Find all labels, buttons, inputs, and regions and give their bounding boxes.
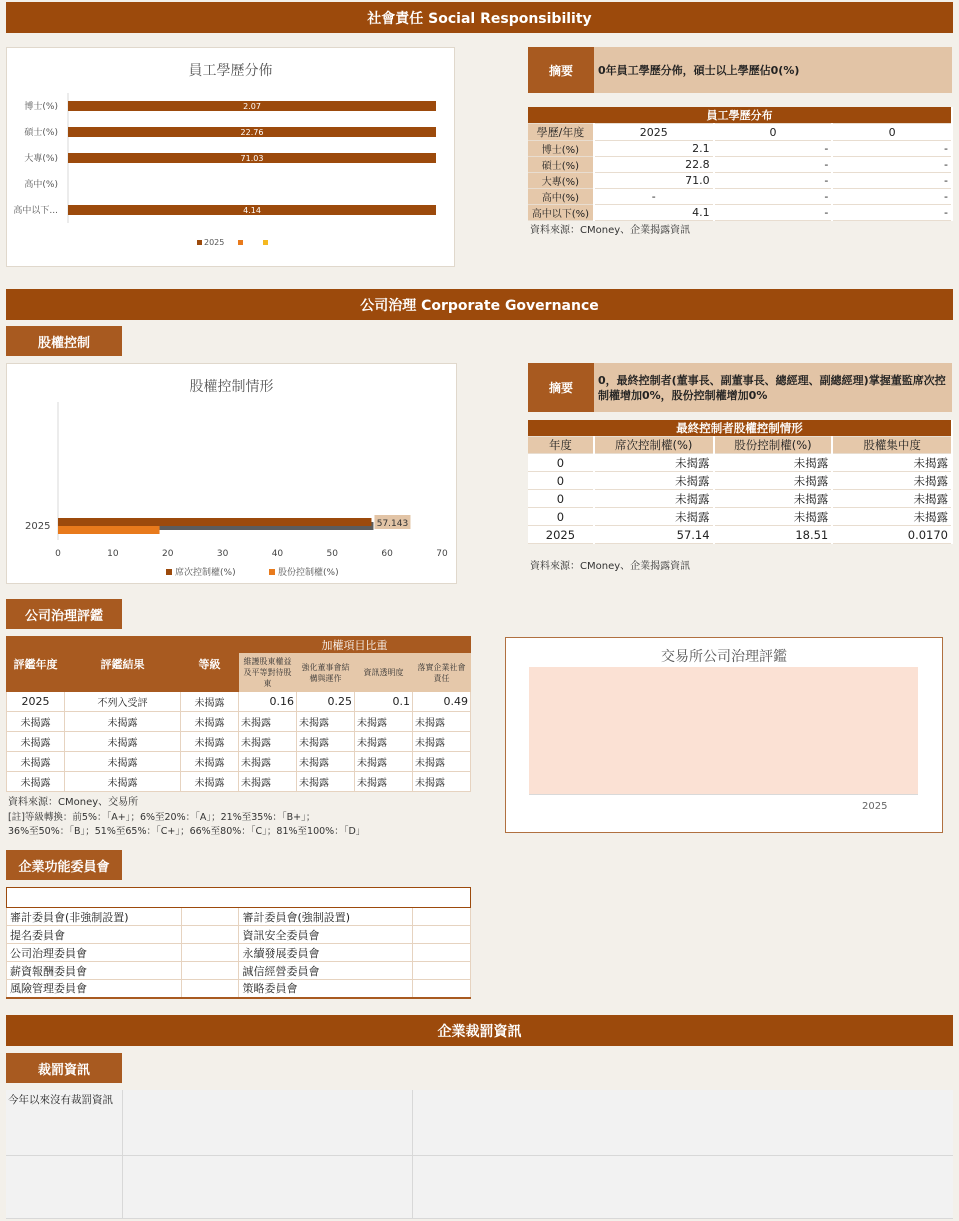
table-title: 功能委員會	[7, 888, 471, 908]
committee-status	[181, 962, 239, 980]
table-cell: 未揭露	[832, 454, 952, 472]
table-cell: 未揭露	[413, 752, 471, 772]
row-label: 碩士(%)	[528, 157, 594, 173]
row-label: 高中(%)	[528, 189, 594, 205]
table-cell: -	[832, 157, 952, 173]
table-cell: 未揭露	[355, 732, 413, 752]
table-row	[528, 508, 952, 526]
table-cell: 未揭露	[65, 712, 181, 732]
table-cell: 未揭露	[239, 752, 297, 772]
data-label: 2.07	[243, 102, 261, 111]
legend-swatch	[263, 240, 268, 245]
table-cell: 未揭露	[594, 472, 714, 490]
table-cell: 未揭露	[594, 508, 714, 526]
column-header: 年度	[528, 437, 594, 454]
table-title: 最終控制者股權控制情形	[528, 420, 952, 437]
row-label: 高中以下(%)	[528, 205, 594, 221]
committee-name: 資訊安全委員會	[239, 926, 413, 944]
committee-status	[413, 926, 471, 944]
table-cell: 未揭露	[594, 454, 714, 472]
column-header: 0	[714, 124, 833, 141]
committee-status	[181, 944, 239, 962]
x-tick-label: 20	[161, 549, 174, 559]
column-header: 0	[832, 124, 952, 141]
education-table	[528, 107, 953, 221]
committee-status	[181, 926, 239, 944]
committee-status	[181, 980, 239, 998]
source-note: 資料來源：CMoney、企業揭露資訊	[530, 225, 691, 236]
table-cell: 0	[528, 490, 594, 508]
table-cell: 2.1	[594, 141, 714, 157]
table-cell: 未揭露	[297, 772, 355, 792]
table-row	[528, 490, 952, 508]
equity-table	[528, 420, 953, 544]
table-row	[7, 712, 471, 732]
committee-name: 策略委員會	[239, 980, 413, 998]
equity-summary	[528, 363, 952, 412]
table-row	[7, 926, 471, 944]
summary-label: 摘要	[528, 363, 594, 412]
legend-swatch	[197, 240, 202, 245]
table-cell: 未揭露	[413, 712, 471, 732]
committee-status	[413, 944, 471, 962]
committee-name: 誠信經營委員會	[239, 962, 413, 980]
x-tick-label: 30	[216, 549, 229, 559]
grid-line	[6, 1155, 953, 1156]
table-cell: 0	[528, 454, 594, 472]
committee-table	[6, 887, 471, 999]
chart-title: 員工學歷分佈	[188, 63, 273, 79]
column-header: 評鑑年度	[7, 637, 65, 692]
equity-bar-chart	[7, 364, 458, 585]
committee-name: 永續發展委員會	[239, 944, 413, 962]
category-label: 碩士(%)	[24, 128, 58, 138]
table-row	[7, 772, 471, 792]
table-cell: 未揭露	[7, 772, 65, 792]
category-label: 大專(%)	[24, 154, 58, 164]
data-label: 57.143	[376, 519, 409, 529]
legend-label: 席次控制權(%)	[175, 568, 236, 578]
table-row	[7, 692, 471, 712]
column-header: 席次控制權(%)	[594, 437, 714, 454]
weight-header: 加權項目比重	[239, 637, 471, 654]
legend-label: 股份控制權(%)	[278, 568, 339, 578]
table-cell: 未揭露	[832, 490, 952, 508]
table-cell: 未揭露	[413, 732, 471, 752]
grade-note-line1: [註]等級轉換：前5%：「A+」；6%至20%：「A」；21%至35%：「B+」；	[8, 812, 316, 823]
cg-evaluation-table	[6, 636, 471, 792]
category-label: 高中(%)	[24, 180, 58, 190]
subtitle-committee: 企業功能委員會	[6, 850, 122, 880]
column-header: 等級	[181, 637, 239, 692]
table-cell: -	[832, 189, 952, 205]
table-cell: 4.1	[594, 205, 714, 221]
bar-seat-control	[58, 518, 371, 526]
table-row	[528, 454, 952, 472]
summary-text: 0，最終控制者(董事長、副董事長、總經理、副總經理)掌握董監席次控制權增加0%，股份控制權增加0%	[598, 373, 946, 402]
table-cell: 未揭露	[297, 752, 355, 772]
data-label: 22.76	[240, 128, 264, 137]
committee-name: 薪資報酬委員會	[7, 962, 182, 980]
table-cell: 未揭露	[7, 732, 65, 752]
table-cell: 未揭露	[832, 508, 952, 526]
legend-swatch	[269, 569, 275, 575]
committee-name: 公司治理委員會	[7, 944, 182, 962]
education-summary	[528, 47, 952, 93]
data-label: 71.03	[240, 154, 264, 163]
table-cell: 未揭露	[239, 772, 297, 792]
subtitle-penalty: 裁罰資訊	[6, 1053, 122, 1083]
column-header: 2025	[594, 124, 714, 141]
table-row	[7, 944, 471, 962]
source-note: 資料來源：CMoney、交易所	[8, 797, 139, 808]
subtitle-equity-control: 股權控制	[6, 326, 122, 356]
x-tick-label: 60	[381, 549, 393, 559]
row-label: 大專(%)	[528, 173, 594, 189]
category-label: 2025	[25, 521, 51, 532]
committee-name: 風險管理委員會	[7, 980, 182, 998]
column-header: 股權集中度	[832, 437, 952, 454]
table-cell: 未揭露	[297, 712, 355, 732]
x-tick-label: 0	[55, 549, 61, 559]
table-cell: 未揭露	[413, 772, 471, 792]
committee-status	[413, 908, 471, 926]
table-row	[528, 141, 952, 157]
penalty-grid	[6, 1090, 953, 1219]
table-cell: 未揭露	[355, 772, 413, 792]
subtitle-cg-evaluation: 公司治理評鑑	[6, 599, 122, 629]
legend-swatch	[166, 569, 172, 575]
table-cell: -	[832, 173, 952, 189]
table-row	[528, 157, 952, 173]
legend-label: 2025	[204, 238, 225, 247]
table-title: 員工學歷分布	[528, 107, 952, 124]
table-cell: 不列入受評	[65, 692, 181, 712]
x-tick-label: 70	[436, 549, 448, 559]
x-tick-label: 50	[326, 549, 339, 559]
committee-name: 審計委員會(強制設置)	[239, 908, 413, 926]
table-cell: -	[714, 141, 833, 157]
table-cell: 0.16	[239, 692, 297, 712]
table-cell: 未揭露	[594, 490, 714, 508]
x-tick-label: 10	[107, 549, 119, 559]
summary-label: 摘要	[528, 47, 594, 93]
legend-swatch	[238, 240, 243, 245]
table-cell: 未揭露	[65, 752, 181, 772]
x-tick-label: 40	[271, 549, 284, 559]
chart-title: 交易所公司治理評鑑	[661, 649, 787, 665]
table-cell: 0.0170	[832, 526, 952, 544]
table-cell: 未揭露	[714, 472, 833, 490]
table-cell: 0	[528, 508, 594, 526]
table-row	[528, 205, 952, 221]
chart-axis-line	[529, 794, 918, 795]
table-cell: -	[832, 205, 952, 221]
column-header: 強化董事會結構與運作	[297, 654, 355, 692]
table-cell: 2025	[7, 692, 65, 712]
table-cell: 未揭露	[181, 752, 239, 772]
chart-plot-area	[529, 667, 918, 794]
column-header: 學歷/年度	[528, 124, 594, 141]
table-cell: 18.51	[714, 526, 833, 544]
column-header: 評鑑結果	[65, 637, 181, 692]
table-cell: 未揭露	[239, 732, 297, 752]
table-cell: 0.25	[297, 692, 355, 712]
table-cell: 未揭露	[714, 490, 833, 508]
table-cell: 未揭露	[65, 772, 181, 792]
table-cell: -	[714, 205, 833, 221]
table-row	[7, 732, 471, 752]
table-cell: 71.0	[594, 173, 714, 189]
table-cell: 未揭露	[239, 712, 297, 732]
table-row	[528, 472, 952, 490]
summary-text: 0年員工學歷分佈，碩士以上學歷佔0(%)	[598, 63, 800, 77]
column-header: 資訊透明度	[355, 654, 413, 692]
table-cell: 未揭露	[355, 752, 413, 772]
table-cell: 2025	[528, 526, 594, 544]
column-header: 維護股東權益及平等對待股東	[239, 654, 297, 692]
committee-status	[413, 980, 471, 998]
cg-evaluation-chart-panel	[505, 637, 943, 833]
table-cell: 0	[528, 472, 594, 490]
penalty-text: 今年以來沒有裁罰資訊	[8, 1094, 113, 1106]
table-cell: 未揭露	[7, 712, 65, 732]
table-cell: -	[832, 141, 952, 157]
row-label: 博士(%)	[528, 141, 594, 157]
section-banner-penalty: 企業裁罰資訊	[6, 1015, 953, 1046]
column-header: 落實企業社會責任	[413, 654, 471, 692]
table-cell: 未揭露	[297, 732, 355, 752]
table-cell: -	[714, 173, 833, 189]
bar-share-control	[58, 526, 160, 534]
table-row	[528, 173, 952, 189]
committee-name: 提名委員會	[7, 926, 182, 944]
table-cell: 未揭露	[714, 508, 833, 526]
committee-name: 審計委員會(非強制設置)	[7, 908, 182, 926]
table-cell: 22.8	[594, 157, 714, 173]
table-cell: 0.1	[355, 692, 413, 712]
table-row	[7, 752, 471, 772]
table-cell: 未揭露	[181, 692, 239, 712]
table-cell: 未揭露	[355, 712, 413, 732]
table-row	[7, 980, 471, 998]
table-cell: 未揭露	[181, 772, 239, 792]
x-tick-label: 2025	[862, 801, 888, 812]
table-cell: 未揭露	[832, 472, 952, 490]
chart-title: 股權控制情形	[189, 379, 274, 395]
source-note: 資料來源：CMoney、企業揭露資訊	[530, 561, 691, 572]
table-cell: 未揭露	[714, 454, 833, 472]
table-cell: 未揭露	[181, 712, 239, 732]
section-banner-governance: 公司治理 Corporate Governance	[6, 289, 953, 320]
data-label: 4.14	[243, 206, 261, 215]
category-label: 博士(%)	[24, 102, 58, 112]
equity-chart-panel	[6, 363, 457, 584]
table-cell: 57.14	[594, 526, 714, 544]
table-cell: -	[714, 189, 833, 205]
table-row	[528, 189, 952, 205]
table-row	[7, 962, 471, 980]
table-cell: 未揭露	[7, 752, 65, 772]
committee-status	[413, 962, 471, 980]
table-row	[7, 908, 471, 926]
table-cell: -	[594, 189, 714, 205]
table-cell: -	[714, 157, 833, 173]
category-label: 高中以下...	[13, 206, 58, 216]
grade-note-line2: 36%至50%：「B」；51%至65%：「C+」；66%至80%：「C」；81%至100%：「D」	[8, 826, 366, 837]
column-header: 股份控制權(%)	[714, 437, 833, 454]
education-chart-panel	[6, 47, 455, 267]
table-cell: 0.49	[413, 692, 471, 712]
table-cell: 未揭露	[181, 732, 239, 752]
education-bar-chart	[7, 48, 456, 268]
section-banner-social: 社會責任 Social Responsibility	[6, 2, 953, 33]
table-cell: 未揭露	[65, 732, 181, 752]
committee-status	[181, 908, 239, 926]
table-row	[528, 526, 952, 544]
